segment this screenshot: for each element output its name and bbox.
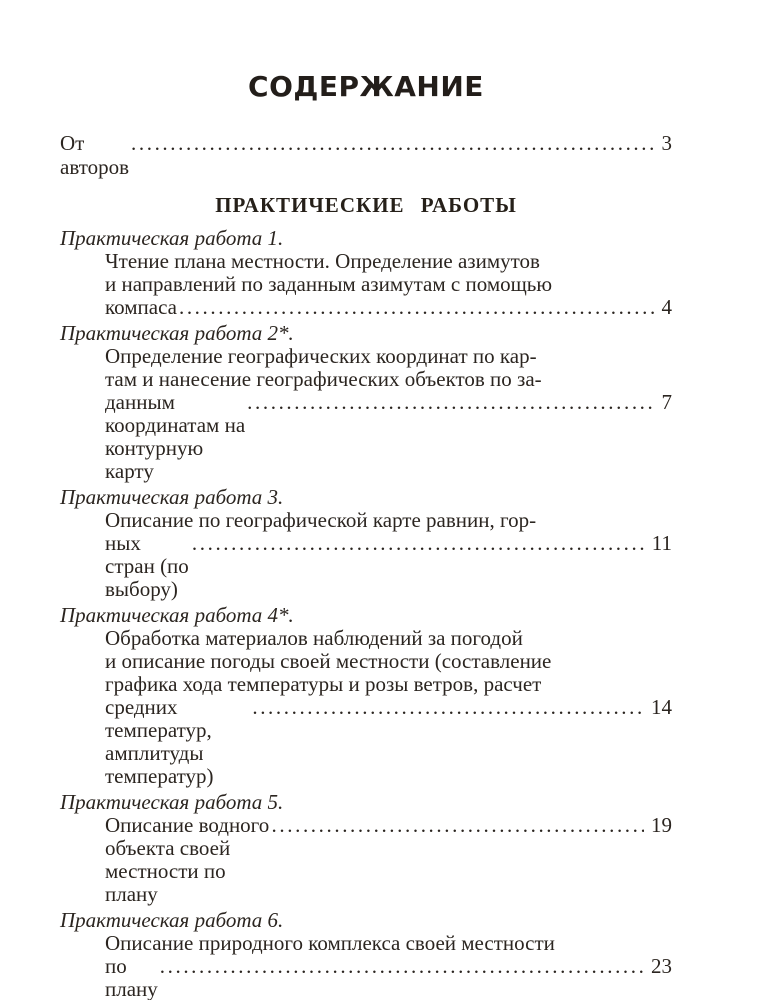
dot-leader	[252, 696, 644, 719]
entry-line: Обработка материалов наблюдений за погодой	[105, 626, 523, 650]
entry-last-line-row	[60, 696, 672, 788]
entry-line: Чтение плана местности. Определение азимутов	[105, 249, 540, 273]
dot-leader	[131, 131, 654, 155]
entry-line: графика хода температуры и розы ветров, расчет	[105, 672, 542, 696]
entry-last-line: средних температур, амплитуды температур)	[105, 695, 214, 788]
dot-leader	[160, 955, 644, 978]
entry-line: Описание по географической карте равнин, гор-	[105, 508, 537, 532]
entry-last-line-row	[60, 814, 672, 906]
dot-leader	[192, 532, 645, 555]
toc-entry-3	[60, 486, 672, 601]
toc-entry-2	[60, 322, 672, 483]
entry-line: и направлений по заданным азимутам с помощью	[105, 272, 553, 296]
toc-page-number: 14	[651, 695, 672, 719]
entry-line: Определение географических координат по кар-	[105, 344, 537, 368]
entry-heading: Практическая работа 6.	[60, 908, 284, 932]
entry-line: там и нанесение географических объектов по за-	[105, 367, 542, 391]
entry-last-line-row	[60, 391, 672, 483]
entry-last-line: данным координатам на контурную карту	[105, 390, 246, 483]
toc-entry-4	[60, 604, 672, 788]
section-heading: ПРАКТИЧЕСКИЕ РАБОТЫ	[215, 193, 517, 217]
entry-line: и описание погоды своей местности (составление	[105, 649, 552, 673]
entry-last-line: Описание водного объекта своей местности по плану	[105, 813, 270, 906]
entry-heading: Практическая работа 2*.	[60, 321, 294, 345]
toc-page-number: 7	[661, 390, 672, 414]
entry-heading: Практическая работа 3.	[60, 485, 284, 509]
entry-last-line: компаса	[105, 295, 177, 319]
entry-last-line: по плану	[105, 954, 158, 1000]
entry-last-line-row	[60, 532, 672, 601]
toc-page-number: 4	[661, 295, 672, 319]
dot-leader	[272, 814, 644, 837]
entry-heading: Практическая работа 1.	[60, 226, 284, 250]
entry-line: Описание природного комплекса своей местности	[105, 931, 555, 955]
toc-entry-5	[60, 791, 672, 906]
entry-heading: Практическая работа 5.	[60, 790, 284, 814]
toc-page-number: 19	[651, 813, 672, 837]
toc-entry-1	[60, 227, 672, 319]
toc-page-number: 23	[651, 954, 672, 978]
dot-leader	[179, 296, 655, 319]
toc-page-number: 3	[661, 131, 672, 155]
page-title: СОДЕРЖАНИЕ	[248, 70, 484, 103]
toc-page-number: 11	[651, 531, 672, 555]
entry-last-line-row	[60, 955, 672, 1000]
toc-entry-label: От авторов	[60, 131, 130, 179]
entry-last-line: ных стран (по выбору)	[105, 531, 189, 601]
entry-last-line-row	[60, 296, 672, 319]
toc-entry-6	[60, 909, 672, 1000]
toc-row-front-item	[60, 131, 672, 179]
entry-heading: Практическая работа 4*.	[60, 603, 294, 627]
dot-leader	[247, 391, 654, 414]
